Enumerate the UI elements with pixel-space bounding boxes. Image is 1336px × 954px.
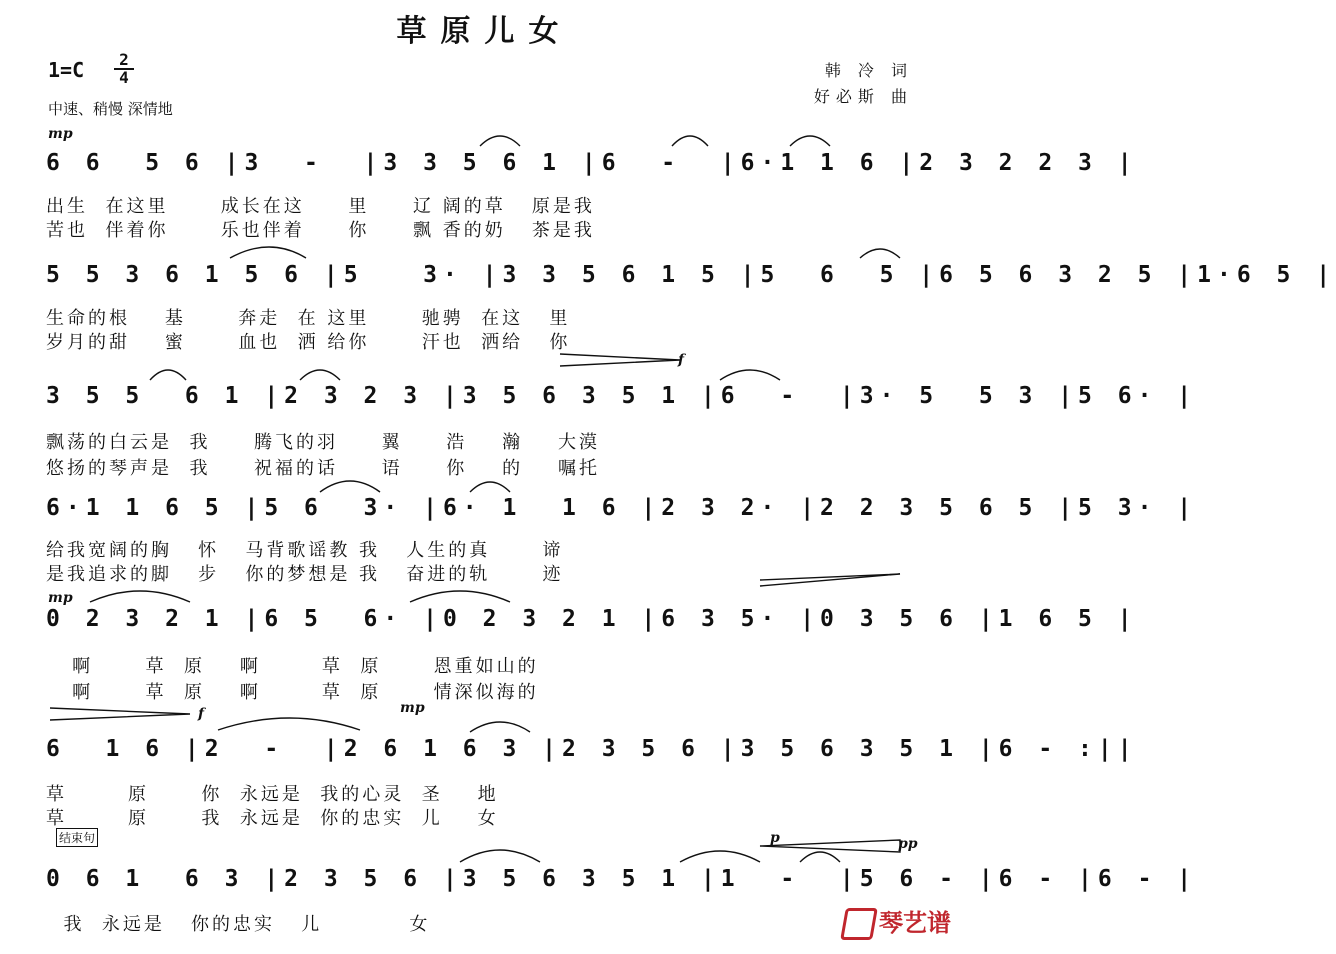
crescendo-hairpin xyxy=(560,354,680,366)
slur xyxy=(672,136,708,146)
notation-row-2: 5 5 3 6 1 5 6 |5 3· |3 3 5 6 1 5 |5 6 5 |6 5 6 3 2 5 |1·6 5 | xyxy=(46,262,1336,288)
time-signature-top: 2 xyxy=(114,52,134,70)
slur xyxy=(470,482,510,492)
slur xyxy=(230,247,306,258)
lyric-row-5-verse-1: 啊 草 原 啊 草 原 恩重如山的 xyxy=(46,656,539,677)
notation-row-3: 3 5 5 6 1 |2 3 2 3 |3 5 6 3 5 1 |6 - |3· 5 5 3 |5 6· | xyxy=(46,383,1198,409)
notation-row-4: 6·1 1 6 5 |5 6 3· |6· 1 1 6 |2 3 2· |2 2 3 5 6 5 |5 3· | xyxy=(46,495,1198,521)
dynamic-mp: mp xyxy=(48,590,73,606)
diminuendo-hairpin xyxy=(760,840,900,852)
lyric-row-3-verse-1: 飘荡的白云是 我 腾飞的羽 翼 浩 瀚 大漠 xyxy=(46,432,601,453)
lyric-row-3-verse-2: 悠扬的琴声是 我 祝福的话 语 你 的 嘱托 xyxy=(46,458,601,479)
lyric-row-4-verse-1: 给我宽阔的胸 怀 马背歌谣教 我 人生的真 谛 xyxy=(46,540,564,561)
watermark-text: 琴艺谱 xyxy=(879,909,951,937)
dynamic-f: f xyxy=(198,706,205,722)
slur xyxy=(218,718,360,730)
lyricist-credit: 韩 冷 词 xyxy=(824,61,913,80)
watermark-logo xyxy=(843,903,951,940)
lyric-row-5-verse-2: 啊 草 原 啊 草 原 情深似海的 xyxy=(46,682,539,703)
notation-row-1: 6 6 5 6 |3 - |3 3 5 6 1 |6 - |6·1 1 6 |2 3 2 2 3 | xyxy=(46,150,1138,176)
lyric-row-6-verse-2: 草 原 我 永远是 你的忠实 儿 女 xyxy=(46,808,499,829)
lyric-row-4-verse-2: 是我追求的脚 步 你的梦想是 我 奋进的轨 迹 xyxy=(46,564,564,585)
time-signature-bottom: 4 xyxy=(119,68,129,87)
tempo-marking: 中速、稍慢 深情地 xyxy=(48,100,173,118)
slur xyxy=(480,136,520,146)
lyric-row-6-verse-1: 草 原 你 永远是 我的心灵 圣 地 xyxy=(46,784,499,805)
score-title: 草原儿女 xyxy=(396,14,573,49)
notation-row-6: 6 1 6 |2 - |2 6 1 6 3 |2 3 5 6 |3 5 6 3 5 1 |6 - :|| xyxy=(46,736,1138,762)
slur xyxy=(860,249,900,258)
crescendo-hairpin xyxy=(760,574,900,586)
slur xyxy=(680,851,760,862)
slur xyxy=(470,722,530,732)
slur xyxy=(320,481,380,492)
lyric-row-2-verse-2: 岁月的甜 蜜 血也 洒 给你 汗也 洒给 你 xyxy=(46,332,571,353)
lyric-row-1-verse-2: 苦也 伴着你 乐也伴着 你 飘 香的奶 茶是我 xyxy=(46,220,595,241)
slur xyxy=(720,370,780,380)
lyric-row-1-verse-1: 出生 在这里 成长在这 里 辽 阔的草 原是我 xyxy=(46,196,595,217)
key-signature: 1=C xyxy=(48,58,85,82)
slur xyxy=(90,591,190,602)
slur xyxy=(800,852,840,862)
dynamic-pp: pp xyxy=(898,836,918,852)
slur xyxy=(790,136,830,146)
lyric-row-2-verse-1: 生命的根 基 奔走 在 这里 驰骋 在这 里 xyxy=(46,308,571,329)
dynamic-p: p xyxy=(770,830,780,846)
crescendo-hairpin xyxy=(50,708,190,720)
dynamic-f: f xyxy=(678,352,685,368)
lyric-row-7: 我 永远是 你的忠实 儿 女 xyxy=(46,914,431,935)
logo-icon xyxy=(840,908,878,940)
slur xyxy=(410,591,510,602)
dynamic-mp: mp xyxy=(400,700,425,716)
composer-credit: 好必斯 曲 xyxy=(813,87,913,106)
notation-row-7: 0 6 1 6 3 |2 3 5 6 |3 5 6 3 5 1 |1 - |5 6 - |6 - |6 - | xyxy=(46,866,1198,892)
dynamic-mp: mp xyxy=(48,126,73,142)
ending-label: 结束句 xyxy=(56,828,98,847)
slur xyxy=(460,850,540,862)
slur xyxy=(150,370,186,380)
slur xyxy=(300,370,340,380)
notation-row-5: 0 2 3 2 1 |6 5 6· |0 2 3 2 1 |6 3 5· |0 3 5 6 |1 6 5 | xyxy=(46,606,1138,632)
